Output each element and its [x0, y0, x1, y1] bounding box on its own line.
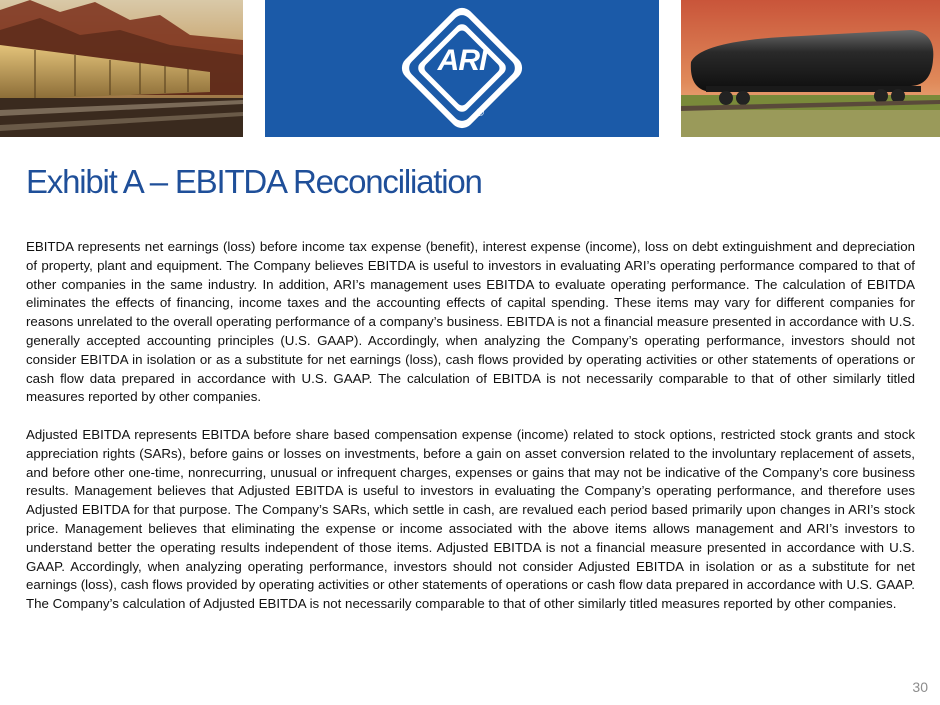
- body-text: [26, 238, 915, 633]
- page-title: Exhibit A – EBITDA Reconciliation: [26, 163, 482, 200]
- adjusted-ebitda-paragraph: Adjusted EBITDA represents EBITDA before share based compensation expense (income) related to stock options, restricted stock grants and stock appreciation rights (SARs), before gains or losses on investments, before a gain on asset conversion related to the involuntary replacement of assets, and before other one-time, nonrecurring, unusual or infrequent charges, expenses or gains that may not be indicative of the Company’s core business results. Management believes that Adjusted EBITDA is useful to investors in evaluating the Company’s operating performance, and therefore uses Adjusted EBITDA for that purpose. The Company’s SARs, which settle in cash, are revalued each period based primarily upon changes in ARI’s stock price. Management believes that eliminating the expense or income associated with the above items allows management and ARI’s investors to understand better the operating results independent of those items. Adjusted EBITDA is not a financial measure presented in accordance with U.S. GAAP. Accordingly, when analyzing operating performance, investors should not consider Adjusted EBITDA in isolation or as a substitute for net earnings (loss), cash flows provided by operating activities or other statements of operations or cash flow data prepared in accordance with U.S. GAAP. The Company’s calculation of Adjusted EBITDA is not necessarily comparable to that of other similarly titled measures reported by other companies.: [26, 426, 915, 612]
- page-number: 30: [912, 679, 928, 695]
- ari-logo-banner: [265, 0, 659, 137]
- ari-logo-text: ARI: [437, 44, 487, 77]
- hopper-railcars-photo: [0, 0, 243, 137]
- tank-railcar-photo: [681, 0, 940, 137]
- ebitda-definition-paragraph: EBITDA represents net earnings (loss) before income tax expense (benefit), interest expense (income), loss on debt extinguishment and depreciation of property, plant and equipment. The Company believes EBITDA is useful to investors in evaluating ARI’s operating performance compared to that of other companies in the same industry. In addition, ARI’s management uses EBITDA to evaluate operating performance. The calculation of EBITDA eliminates the effects of financing, income taxes and the accounting effects of capital spending. These items may vary for different companies for reasons unrelated to the overall operating performance of a company’s business. EBITDA is not a financial measure presented in accordance with U.S. generally accepted accounting principles (U.S. GAAP). Accordingly, when analyzing the Company’s operating performance, investors should not consider EBITDA in isolation or as a substitute for net earnings (loss), cash flows provided by operating activities or other statements of operations or cash flow data prepared in accordance with U.S. GAAP. The calculation of EBITDA is not necessarily comparable to that of other similarly titled measures reported by other companies.: [26, 239, 915, 405]
- registered-mark: ®: [476, 107, 485, 119]
